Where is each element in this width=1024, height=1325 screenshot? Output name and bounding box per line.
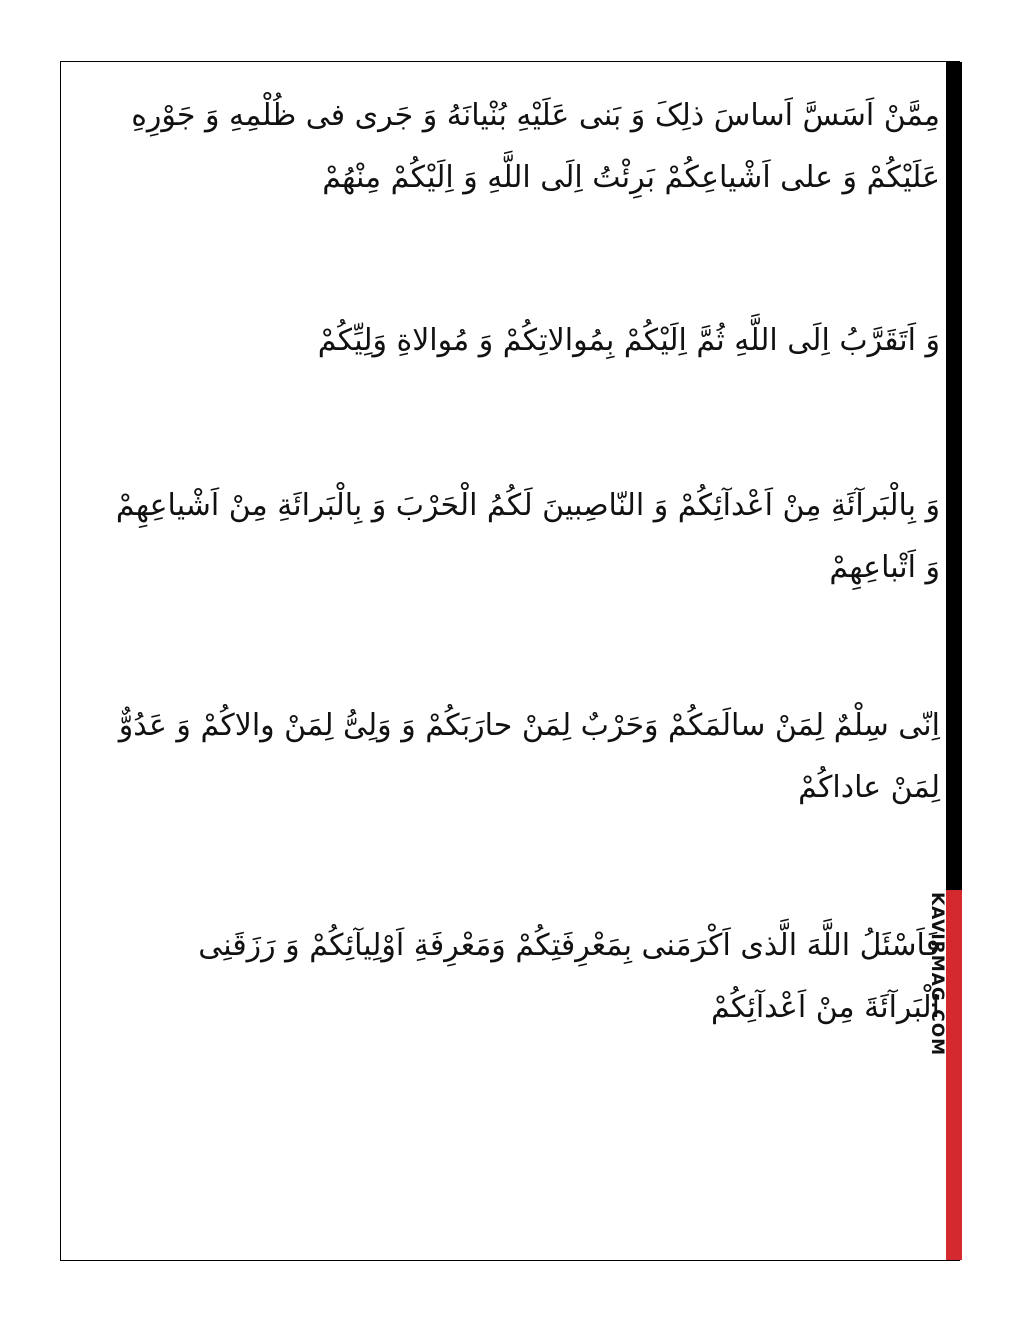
paragraph-1: مِمَّنْ اَسَسَّ اَساسَ ذلِکَ وَ بَنی عَلَیْهِ بُنْیانَهُ وَ جَری فی ظُلْمِهِ وَ جَوْرِهِ عَلَیْکُمْ وَ علی اَشْیاعِکُمْ بَرِئْتُ اِلَی اللَّهِ وَ اِلَیْکُمْ مِنْهُمْ	[131, 98, 940, 195]
paragraph-4: اِنّی سِلْمٌ لِمَنْ سالَمَکُمْ وَحَرْبٌ لِمَنْ حارَبَکُمْ وَ وَلِیُّ لِمَنْ والاکُمْ وَ عَدُوٌّ لِمَنْ عاداکُمْ	[118, 708, 940, 805]
side-bar-red	[946, 890, 962, 1260]
paragraph-5: فَاَسْئَلُ اللَّهَ الَّذی اَکْرَمَنی بِمَعْرِفَتِکُمْ وَمَعْرِفَةِ اَوْلِیآئِکُمْ وَ رَزَقَنِی الْبَرآئَةَ مِنْ اَعْدآئِکُمْ	[198, 928, 940, 1025]
paragraph-3: وَ بِالْبَرآئَةِ مِنْ اَعْدآئِکُمْ وَ النّاصِبینَ لَکُمُ الْحَرْبَ وَ بِالْبَرائَةِ مِنْ اَشْیاعِهِمْ وَ اَتْباعِهِمْ	[115, 488, 940, 585]
brand-watermark: KAVIRMAG.COM	[927, 892, 947, 1057]
side-bar-black	[946, 62, 962, 890]
page-frame	[60, 61, 960, 1261]
paragraph-2: وَ اَتَقَرَّبُ اِلَی اللَّهِ ثُمَّ اِلَیْکُمْ بِمُوالاتِکُمْ وَ مُوالاةِ وَلِیِّکُمْ	[317, 323, 940, 358]
